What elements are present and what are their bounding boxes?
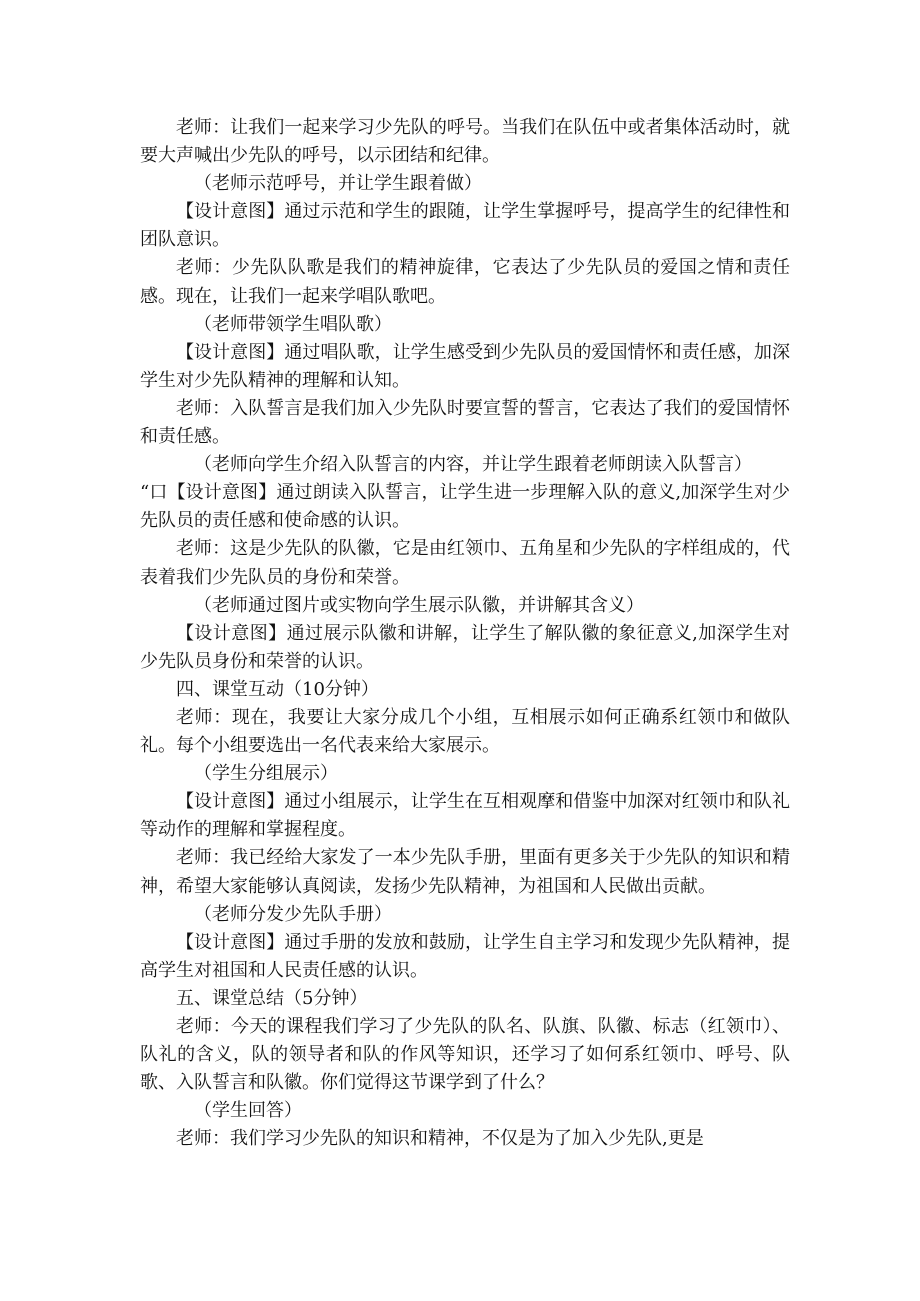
stage-direction-slogan-demo: （老师示范呼号，并让学生跟着做） [194, 173, 482, 195]
paragraph-teacher-groups: 老师：现在，我要让大家分成几个小组，互相展示如何正确系红领巾和做队礼。每个小组要选出一名代表来给大家展示。 [140, 706, 790, 757]
paragraph-teacher-summary: 老师：今天的课程我们学习了少先队的队名、队旗、队徽、标志（红领巾）、队礼的含义，队的领导者和队的作风等知识，还学习了如何系红领巾、呼号、队歌、入队誓言和队徽。你们觉得这节课学到了什么？ [140, 1016, 790, 1094]
design-intent-emblem: 【设计意图】通过展示队徽和讲解，让学生了解队徽的象征意义,加深学生对少先队员身份和荣誉的认识。 [140, 622, 790, 672]
paragraph-teacher-oath: 老师：入队誓言是我们加入少先队时要宣誓的誓言，它表达了我们的爱国情怀和责任感。 [140, 397, 790, 448]
paragraph-teacher-anthem: 老师：少先队队歌是我们的精神旋律，它表达了少先队员的爱国之情和责任感。现在，让我们一起来学唱队歌吧。 [140, 257, 790, 307]
paragraph-teacher-slogan: 老师：让我们一起来学习少先队的呼号。当我们在队伍中或者集体活动时，就要大声喊出少先队的呼号，以示团结和纪律。 [140, 117, 790, 167]
design-intent-groups: 【设计意图】通过小组展示，让学生在互相观摩和借鉴中加深对红领巾和队礼等动作的理解和掌握程度。 [140, 791, 790, 841]
design-intent-slogan: 【设计意图】通过示范和学生的跟随，让学生掌握呼号，提高学生的纪律性和团队意识。 [140, 201, 790, 251]
stage-direction-groups: （学生分组展示） [194, 763, 338, 785]
stage-direction-students-answer: （学生回答） [194, 1100, 302, 1122]
design-intent-oath: “口【设计意图】通过朗读入队誓言，让学生进一步理解入队的意义,加深学生对少先队员的责任感和使命感的认识。 [140, 482, 790, 532]
paragraph-teacher-closing: 老师：我们学习少先队的知识和精神，不仅是为了加入少先队,更是 [176, 1128, 704, 1150]
design-intent-anthem: 【设计意图】通过唱队歌，让学生感受到少先队员的爱国情怀和责任感，加深学生对少先队精神的理解和认知。 [140, 341, 790, 391]
stage-direction-emblem: （老师通过图片或实物向学生展示队徽，并讲解其含义） [194, 594, 644, 616]
design-intent-handbook: 【设计意图】通过手册的发放和鼓励，让学生自主学习和发现少先队精神，提高学生对祖国和人民责任感的认识。 [140, 931, 790, 981]
stage-direction-handbook: （老师分发少先队手册） [194, 903, 392, 925]
paragraph-teacher-handbook: 老师：我已经给大家发了一本少先队手册，里面有更多关于少先队的知识和精神，希望大家能够认真阅读，发扬少先队精神，为祖国和人民做出贡献。 [140, 847, 790, 897]
section-heading-interaction: 四、课堂互动（10分钟） [176, 678, 379, 700]
paragraph-teacher-emblem: 老师：这是少先队的队徽，它是由红领巾、五角星和少先队的字样组成的，代表着我们少先队员的身份和荣誉。 [140, 538, 790, 588]
stage-direction-oath: （老师向学生介绍入队誓言的内容，并让学生跟着老师朗读入队誓言） [194, 454, 752, 476]
document-page [140, 114, 790, 1153]
section-heading-summary: 五、课堂总结（5分钟） [176, 987, 368, 1009]
stage-direction-anthem: （老师带领学生唱队歌） [194, 313, 392, 335]
